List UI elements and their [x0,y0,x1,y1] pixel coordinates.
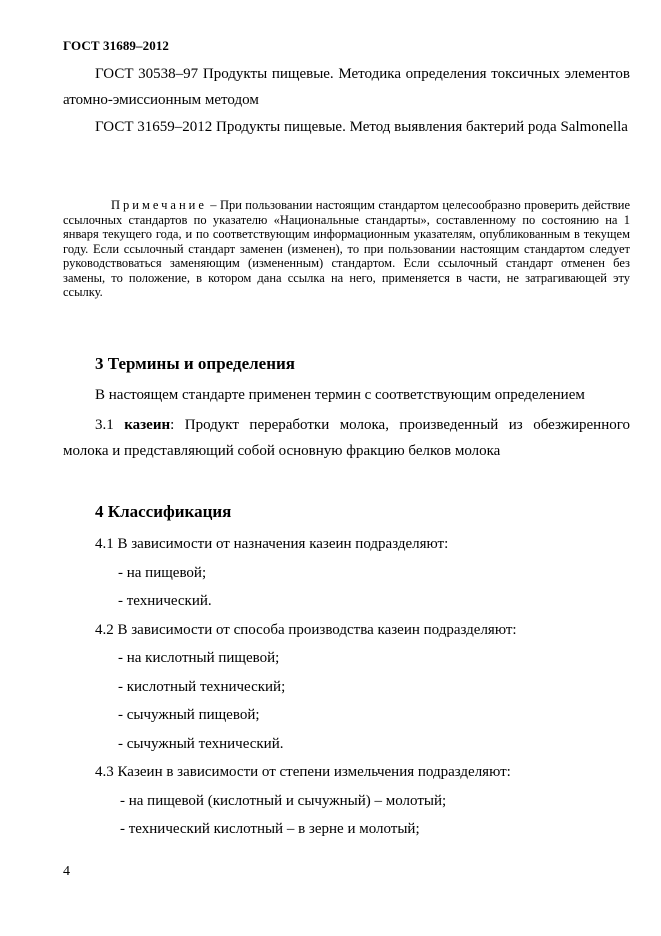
section-3-intro: В настоящем стандарте применен термин с соответствующим определением [95,387,585,403]
term-name: казеин [124,417,171,433]
note-label: Примечание [111,198,207,212]
list-item: - на кислотный пищевой; [118,650,280,666]
item-4-3: 4.3 Казеин в зависимости от степени измельчения подразделяют: [95,764,511,780]
document-header: ГОСТ 31689–2012 [63,38,170,53]
section-3-heading: 3 Термины и определения [95,354,296,373]
note-text: – При пользовании настоящим стандартом целесообразно проверить действие ссылочных стандартов по указателю «Национальные стандарты», составленному по состоянию на 1 января текущего года, и по соответствующим информационным указателям, опубликованным в текущем году. Если ссылочный стандарт заменен (изменен), то при пользовании настоящим стандартом следует руководствоваться заменяющим (измененным) стандартом. Если ссылочный стандарт отменен без замены, то положение, в котором дана ссылка на него, применяется в части, не затрагивающей эту ссылку. [63,198,630,299]
item-4-1: 4.1 В зависимости от назначения казеин подразделяют: [95,536,449,552]
note-block [63,198,630,300]
list-item: - сычужный пищевой; [118,707,260,723]
list-item: - сычужный технический. [118,736,284,752]
list-item: - технический кислотный – в зерне и молотый; [120,821,420,837]
page-number: 4 [63,864,70,879]
term-definition-3-1 [63,412,630,464]
list-item: - кислотный технический; [118,679,286,695]
section-4-heading: 4 Классификация [95,502,232,521]
reference-gost-30538: ГОСТ 30538–97 Продукты пищевые. Методика определения токсичных элементов атомно-эмиссионным методом [63,66,630,108]
term-number: 3.1 [95,417,125,433]
list-item: - технический. [118,593,212,609]
item-4-2: 4.2 В зависимости от способа производства казеин подразделяют: [95,622,517,638]
list-item: - на пищевой; [118,565,207,581]
reference-gost-31659: ГОСТ 31659–2012 Продукты пищевые. Метод выявления бактерий рода Salmonella [95,119,628,135]
term-definition: : Продукт переработки молока, произведенный из обезжиренного молока и представляющий собой основную фракцию белков молока [63,417,631,459]
list-item: - на пищевой (кислотный и сычужный) – молотый; [120,793,447,809]
